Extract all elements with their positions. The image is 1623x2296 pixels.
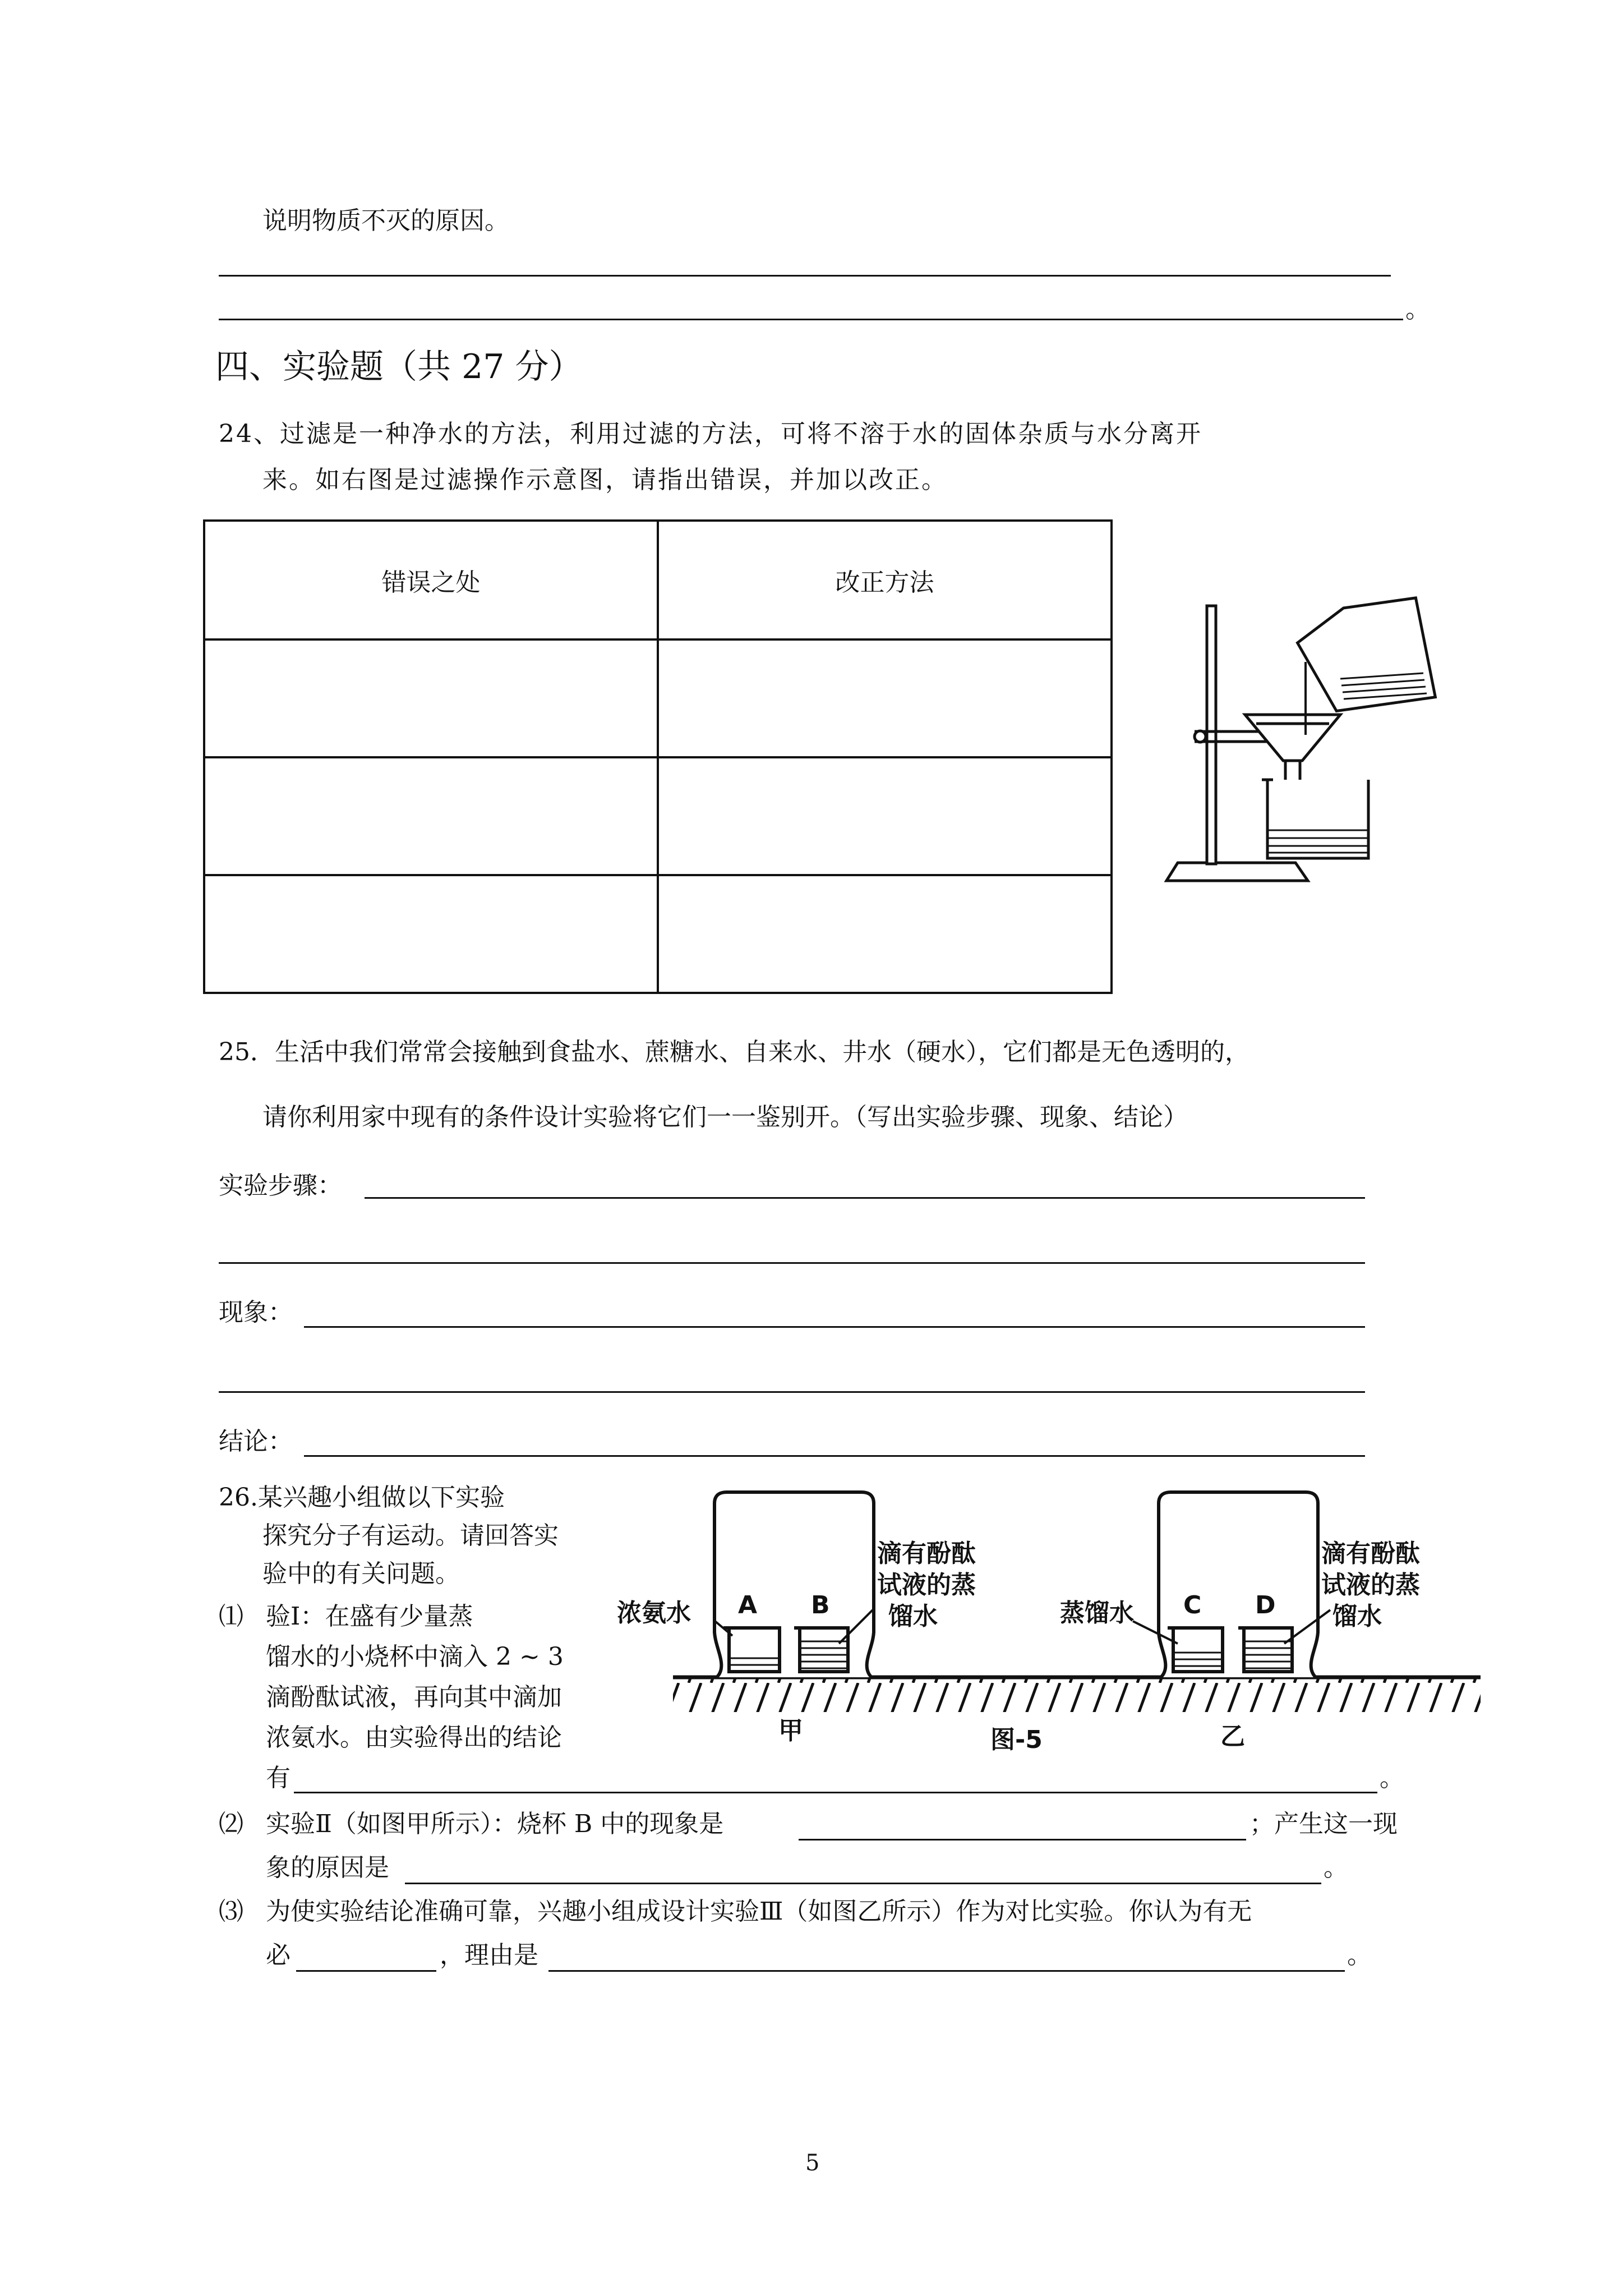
answer-cell[interactable] — [204, 875, 658, 993]
steps-label: 实验步骤： — [219, 1171, 342, 1200]
phenomenon-answer-line[interactable] — [304, 1326, 1365, 1328]
answer-cell[interactable] — [204, 639, 658, 757]
label-distilled-water: 蒸馏水 — [1060, 1599, 1134, 1627]
label-beaker-b: B — [811, 1591, 830, 1619]
period: 。 — [1347, 1941, 1372, 1970]
q24-line2: 来。如右图是过滤操作示意图，请指出错误，并加以改正。 — [262, 466, 948, 494]
q24-line1: 24、过滤是一种净水的方法，利用过滤的方法，可将不溶于水的固体杂质与水分离开 — [219, 420, 1202, 448]
answer-line[interactable] — [219, 275, 1391, 277]
label-phenolphthalein-3: 馏水 — [888, 1602, 938, 1631]
q26-p3-a: 为使实验结论准确可靠，兴趣小组成设计实验Ⅲ（如图乙所示）作为对比实验。你认为有无 — [266, 1897, 1252, 1926]
page-number: 5 — [805, 2150, 820, 2176]
q26-p1-number: ⑴ — [219, 1602, 243, 1631]
label-phenolphthalein-1: 滴有酚酞 — [1321, 1539, 1420, 1568]
period: 。 — [1324, 1853, 1348, 1882]
q26-p3-number: ⑶ — [219, 1897, 243, 1926]
q25-line2: 请你利用家中现有的条件设计实验将它们一一鉴别开。（写出实验步骤、现象、结论） — [262, 1103, 1188, 1131]
q26-p1-e: 有 — [266, 1764, 291, 1792]
col-header-error: 错误之处 — [204, 521, 658, 639]
conclusion-label: 结论： — [219, 1427, 293, 1456]
q26-p1-b: 馏水的小烧杯中滴入 2 ~ 3 — [266, 1642, 564, 1671]
q24-answer-table — [203, 519, 1113, 994]
q26-p1-a: 验Ⅰ：在盛有少量蒸 — [266, 1602, 473, 1631]
p3-answer-line-1[interactable] — [296, 1970, 436, 1972]
answer-cell[interactable] — [204, 757, 658, 875]
p2-answer-line-1[interactable] — [799, 1839, 1246, 1841]
p1-answer-line[interactable] — [294, 1792, 1377, 1793]
section-title: 四、实验题（共 27 分） — [215, 347, 583, 386]
answer-cell[interactable] — [658, 639, 1112, 757]
label-beaker-d: D — [1255, 1591, 1276, 1619]
label-beaker-c: C — [1183, 1591, 1202, 1619]
conclusion-answer-line[interactable] — [304, 1455, 1365, 1457]
phenomenon-label: 现象： — [219, 1298, 293, 1327]
q25-line1: 25．生活中我们常常会接触到食盐水、蔗糖水、自来水、井水（硬水），它们都是无色透明的， — [219, 1038, 1249, 1066]
filtration-diagram — [1161, 595, 1475, 898]
q26-line1: 26.某兴趣小组做以下实验 — [219, 1483, 505, 1512]
label-phenolphthalein-2: 试液的蒸 — [877, 1571, 976, 1599]
col-header-fix: 改正方法 — [658, 521, 1112, 639]
q26-p2-a: 实验Ⅱ（如图甲所示）：烧杯 B 中的现象是 — [266, 1810, 724, 1838]
p2-answer-line-2[interactable] — [405, 1883, 1321, 1884]
label-jia: 甲 — [778, 1717, 803, 1745]
figure-5 — [617, 1481, 1492, 1761]
answer-cell[interactable] — [658, 757, 1112, 875]
q26-p3-c: ，理由是 — [440, 1941, 538, 1970]
steps-answer-line-2[interactable] — [219, 1262, 1365, 1264]
label-beaker-a: A — [738, 1591, 758, 1619]
q26-p1-c: 滴酚酞试液，再向其中滴加 — [266, 1683, 562, 1711]
steps-answer-line[interactable] — [365, 1197, 1365, 1199]
period: 。 — [1405, 295, 1430, 324]
label-yi: 乙 — [1220, 1722, 1245, 1751]
q26-p2-c: 象的原因是 — [266, 1853, 389, 1882]
q26-line3: 验中的有关问题。 — [262, 1559, 460, 1588]
p3-answer-line-2[interactable] — [548, 1970, 1345, 1972]
q26-p3-b: 必 — [266, 1941, 291, 1970]
q26-line2: 探究分子有运动。请回答实 — [262, 1521, 559, 1550]
label-phenolphthalein-1: 滴有酚酞 — [877, 1539, 976, 1568]
figure-caption: 图-5 — [990, 1726, 1043, 1754]
answer-cell[interactable] — [658, 875, 1112, 993]
q26-p2-b: ；产生这一现 — [1249, 1810, 1398, 1838]
label-phenolphthalein-3: 馏水 — [1332, 1602, 1382, 1631]
phenomenon-answer-line-2[interactable] — [219, 1391, 1365, 1393]
top-text: 说明物质不灭的原因。 — [262, 206, 509, 235]
answer-line[interactable] — [219, 319, 1403, 320]
label-conc-ammonia: 浓氨水 — [617, 1599, 691, 1627]
q26-p2-number: ⑵ — [219, 1810, 243, 1838]
label-phenolphthalein-2: 试液的蒸 — [1321, 1571, 1420, 1599]
q26-p1-d: 浓氨水。由实验得出的结论 — [266, 1723, 562, 1752]
period: 。 — [1380, 1764, 1404, 1792]
